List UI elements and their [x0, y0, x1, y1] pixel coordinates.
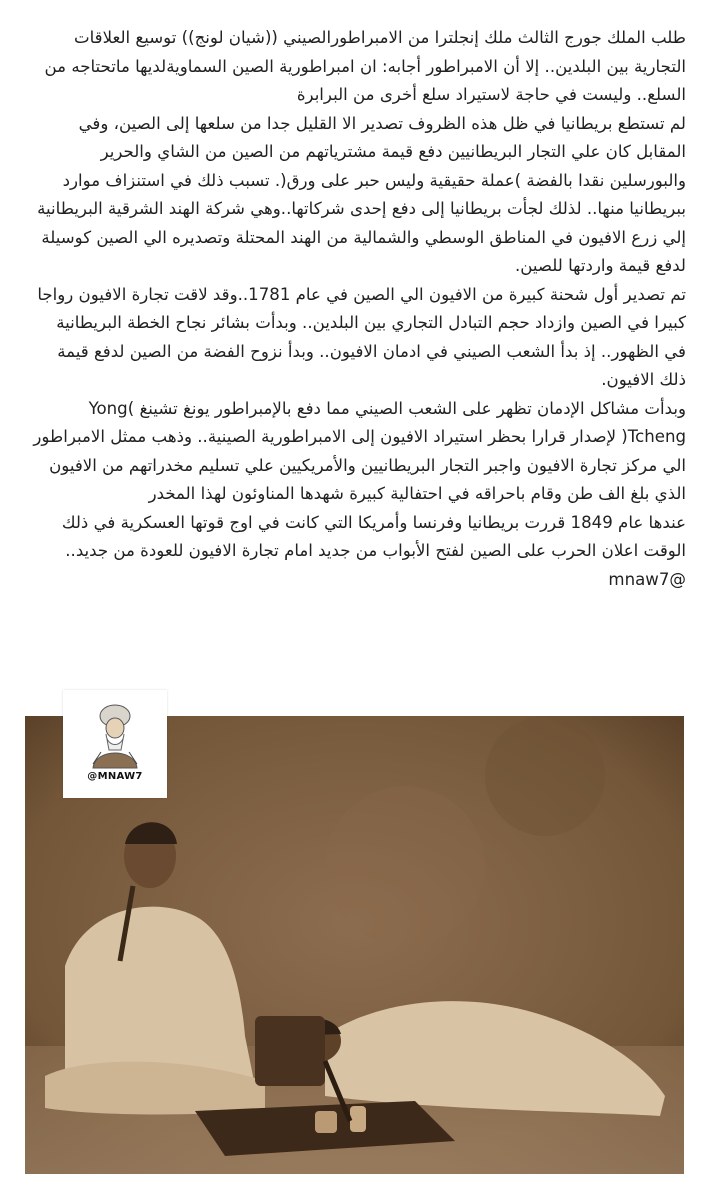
watermark-logo	[63, 690, 167, 798]
watermark-handle: @MNAW7	[87, 771, 143, 782]
paragraph-4: وبدأت مشاكل الإدمان تظهر على الشعب الصيني مما دفع بالإمبراطور يونغ تشينغ )Yong Tcheng( لإصدار قرارا بحظر استيراد الافيون إلى الامبراطورية الصينية.. وذهب ممثل الامبراطور الي مركز تجارة الافيون واجبر التجار البريطانيين والأمريكيين علي تسليم مخدراتهم من الافيون الذي بلغ الف طن وقام باحراقه في احتفالية كبيرة شهدها المناوئون لهذا المخدر	[33, 398, 686, 503]
paragraph-1: طلب الملك جورج الثالث ملك إنجلترا من الامبراطورالصيني ((شيان لونج)) توسيع العلاقات التجارية بين البلدين.. إلا أن الامبراطور أجابه: ان امبراطورية الصين السماويةلديها ماتحتاجه من السلع.. وليست في حاجة لاستيراد سلع أخرى من البرابرة	[44, 28, 686, 104]
paragraph-5: عندها عام 1849 قررت بريطانيا وفرنسا وأمريكا التي كانت في اوج قوتها العسكرية في ذلك الوقت اعلان الحرب على الصين لفتح الأبواب من جديد امام تجارة الافيون للعودة من جديد.. @mnaw7	[61, 512, 686, 589]
paragraph-2: لم تستطع بريطانيا في ظل هذه الظروف تصدير الا القليل جدا من سلعها إلى الصين، وفي المقابل كان علي التجار البريطانيين دفع قيمة مشترياتهم من الصين من الشاي والحرير والبورسلين نقدا بالفضة )عملة حقيقية وليس حبر على ورق(. تسبب ذلك في استنزاف موارد ببريطانيا منها.. لذلك لجأت بريطانيا إلى دفع إحدى شركاتها..وهي شركة الهند الشرقية البريطانية إلي زرع الافيون في المناطق الوسطي والشمالية من الهند المحتلة وتصديره الي الصين كوسيلة لدفع قيمة واردتها للصين.	[37, 113, 686, 275]
article-text	[30, 24, 686, 594]
scholar-portrait-icon	[63, 690, 167, 770]
paragraph-3: تم تصدير أول شحنة كبيرة من الافيون الي الصين في عام 1781..وقد لاقت تجارة الافيون رواجا كبيرا في الصين وازداد حجم التبادل التجاري بين البلدين.. وبدأت بشائر نجاح الخطة البريطانية في الظهور.. إذ بدأ الشعب الصيني في ادمان الافيون.. وبدأ نزوح الفضة من الصين لدفع قيمة ذلك الافيون.	[37, 284, 686, 389]
